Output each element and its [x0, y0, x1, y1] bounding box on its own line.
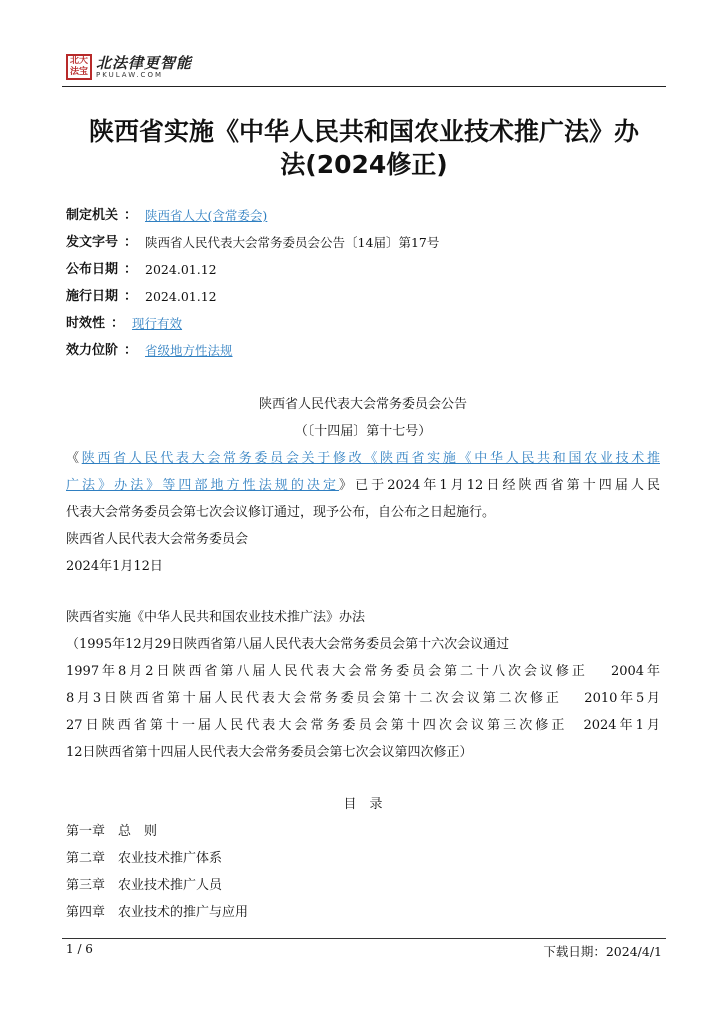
meta-row-level	[66, 340, 666, 367]
page-number: 1 / 6	[66, 942, 93, 956]
toc-item: 第二章 农业技术推广体系	[66, 851, 223, 866]
title-line-1: 陕西省实施《中华人民共和国农业技术推广法》办	[88, 117, 639, 146]
pkulaw-logo	[66, 54, 192, 80]
doc-number-value: 陕西省人民代表大会常务委员会公告〔14届〕第17号	[145, 235, 440, 250]
announcement-date: 2024年1月12日	[66, 559, 163, 574]
meta-label: 公布日期	[66, 262, 119, 277]
announcement-number: （〔十四届〕第十七号）	[294, 424, 432, 439]
history-line-3: 8月3日陕西省第十届人民代表大会常务委员会第十二次会议第二次修正 2010年5月	[66, 691, 660, 706]
effective-date-value: 2024.01.12	[145, 289, 217, 304]
announcement-line-3: 代表大会常务委员会第七次会议修订通过，现予公布，自公布之日起施行。	[66, 505, 496, 520]
announcement-heading: 陕西省人民代表大会常务委员会公告	[258, 397, 467, 412]
logo-seal: 北大法宝	[66, 54, 92, 80]
meta-label: 时效性	[66, 316, 106, 331]
meta-row-publish-date	[66, 259, 666, 286]
footer-divider	[62, 938, 666, 939]
logo-url: PKULAW.COM	[96, 70, 163, 79]
publish-date-value: 2024.01.12	[145, 262, 217, 277]
law-intro-block	[66, 604, 660, 766]
meta-label: 制定机关	[66, 208, 119, 223]
meta-row-doc-number	[66, 232, 666, 259]
announcement-text: 》已于2024年1月12日经陕西省第十四届人民	[339, 478, 660, 493]
history-line-4: 27日陕西省第十一届人民代表大会常务委员会第十四次会议第三次修正 2024年1月	[66, 718, 660, 733]
metadata-block	[66, 205, 666, 367]
toc-heading: 目 录	[343, 797, 383, 812]
toc-item: 第一章 总 则	[66, 824, 158, 839]
meta-row-authority	[66, 205, 666, 232]
open-quote: 《	[66, 451, 82, 466]
meta-colon: ：	[124, 208, 138, 223]
download-date: 下载日期：2024/4/1	[543, 944, 662, 959]
history-line-1: （1995年12月29日陕西省第八届人民代表大会常务委员会第十六次会议通过	[66, 637, 510, 652]
meta-row-effective-date	[66, 286, 666, 313]
meta-label: 效力位阶	[66, 343, 119, 358]
toc-item: 第三章 农业技术推广人员	[66, 878, 223, 893]
meta-label: 施行日期	[66, 289, 119, 304]
authority-link[interactable]: 陕西省人大(含常委会)	[145, 208, 268, 223]
meta-colon: ：	[124, 343, 138, 358]
history-line-5: 12日陕西省第十四届人民代表大会常务委员会第七次会议第四次修正）	[66, 745, 473, 760]
decision-link[interactable]: 陕西省人民代表大会常务委员会关于修改《陕西省实施《中华人民共和国农业技术推	[81, 451, 660, 466]
history-line-2: 1997年8月2日陕西省第八届人民代表大会常务委员会第二十八次会议修正 2004年	[66, 664, 660, 679]
meta-label: 发文字号	[66, 235, 119, 250]
announcement-line-2	[66, 472, 660, 499]
announcement-block	[66, 391, 660, 580]
meta-row-validity	[66, 313, 666, 340]
logo-name: 北法律更智能	[96, 53, 193, 72]
announcement-line-1	[66, 445, 660, 472]
title-line-2: 法(2024修正)	[280, 150, 448, 179]
meta-colon: ：	[124, 262, 138, 277]
meta-colon: ：	[124, 289, 138, 304]
header-divider	[62, 86, 666, 87]
announcement-issuer: 陕西省人民代表大会常务委员会	[66, 532, 249, 547]
meta-colon: ：	[111, 316, 125, 331]
logo-text	[96, 55, 192, 80]
law-title: 陕西省实施《中华人民共和国农业技术推广法》办法	[66, 610, 366, 625]
meta-colon: ：	[124, 235, 138, 250]
toc-item: 第四章 农业技术的推广与应用	[66, 905, 249, 920]
validity-link[interactable]: 现行有效	[132, 316, 183, 331]
decision-link-cont[interactable]: 广法》办法》等四部地方性法规的决定	[66, 478, 340, 493]
level-link[interactable]: 省级地方性法规	[145, 343, 233, 358]
table-of-contents	[66, 791, 660, 926]
document-title	[62, 115, 666, 181]
